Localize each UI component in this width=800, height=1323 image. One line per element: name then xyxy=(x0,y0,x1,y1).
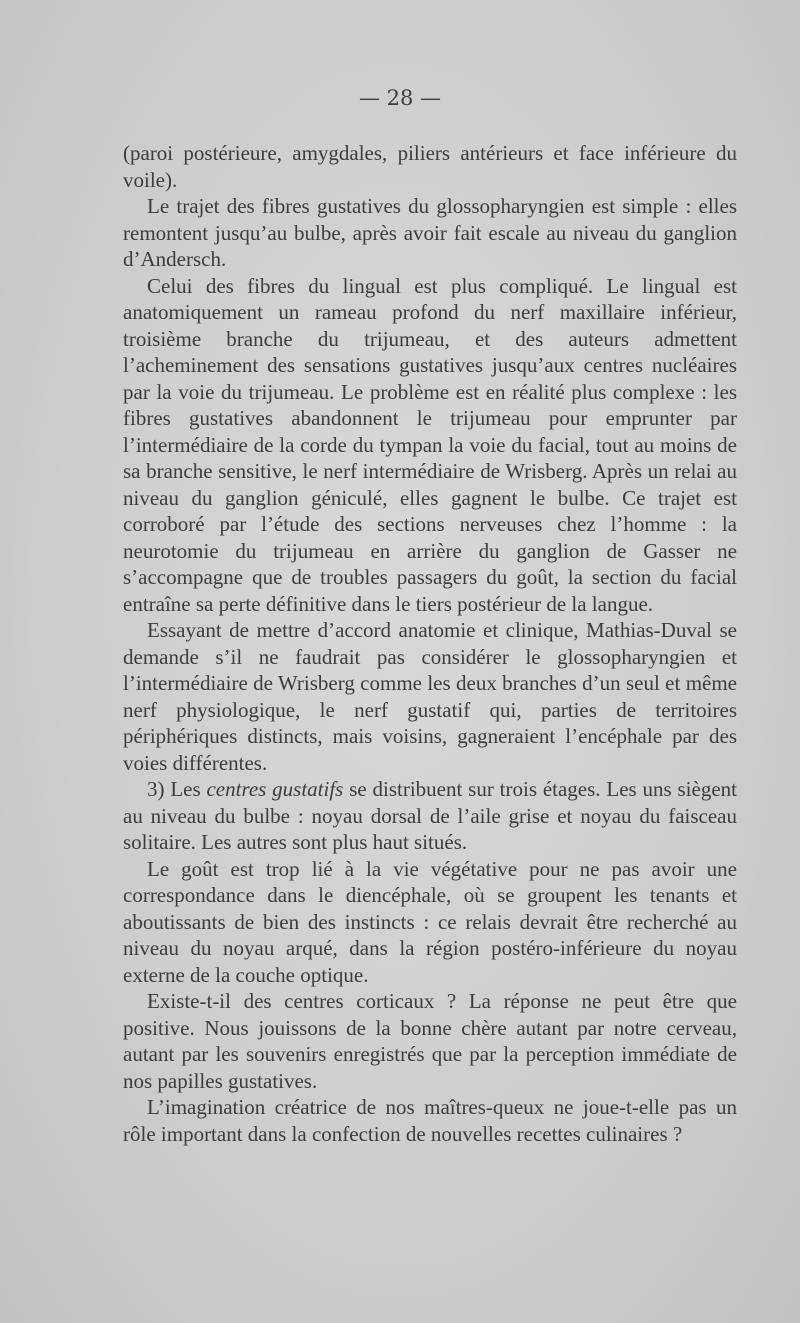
paragraph-cortical-centres: Existe-t-il des centres corticaux ? La réponse ne peut être que positive. Nous jouissons de la bonne chère autant par notre cerveau, autant par les souvenirs enregistrés que par la perception immédiate de nos papilles gustatives. xyxy=(123,989,737,1093)
paragraph-suffix: se distribuent sur trois étages. Les uns siègent au niveau du bulbe : noyau dorsal de l’aile grise et noyau du faisceau solitaire. Les autres sont plus haut situés. xyxy=(123,777,737,854)
paragraph-continuation: (paroi postérieure, amygdales, piliers antérieurs et face inférieure du voile). xyxy=(123,141,737,192)
emphasis-centres-gustatifs: centres gustatifs xyxy=(206,777,344,801)
page-number: — 28 — xyxy=(358,86,442,110)
paragraph-prefix: 3) Les xyxy=(147,777,207,801)
paragraph-gustatory-centres xyxy=(123,776,737,856)
body-text xyxy=(123,140,737,1147)
paragraph-glossopharyngeal-path: Le trajet des fibres gustatives du glossopharyngien est simple : elles remontent jusqu’au bulbe, après avoir fait escale au niveau du ganglion d’Andersch. xyxy=(123,194,737,271)
paragraph-diencephalon: Le goût est trop lié à la vie végétative pour ne pas avoir une correspondance dans le diencéphale, où se groupent les tenants et aboutissants de bien des instincts : ce relais devrait être recherché au niveau du noyau arqué, dans la région postéro-inférieure du noyau externe de la couche optique. xyxy=(123,856,737,987)
paragraph-imagination: L’imagination créatrice de nos maîtres-queux ne joue-t-elle pas un rôle important dans la confection de nouvelles recettes culinaires ? xyxy=(123,1095,737,1146)
paragraph-mathias-duval: Essayant de mettre d’accord anatomie et clinique, Mathias-Duval se demande s’il ne faudrait pas considérer le glossopharyngien et l’intermédiaire de Wrisberg comme les deux branches d’un seul et même nerf physiologique, le nerf gustatif qui, parties de territoires périphériques distincts, mais voisins, gagneraient l’encéphale par des voies différentes. xyxy=(123,618,737,775)
paragraph-lingual-path: Celui des fibres du lingual est plus compliqué. Le lingual est anatomiquement un rameau profond du nerf maxillaire inférieur, troisième branche du trijumeau, et des auteurs admettent l’acheminement des sensations gustatives jusqu’aux centres nucléaires par la voie du trijumeau. Le problème est en réalité plus complexe : les fibres gustatives abandonnent le trijumeau pour emprunter par l’intermédiaire de la corde du tympan la voie du facial, tout au moins de sa branche sensitive, le nerf intermédiaire de Wrisberg. Après un relai au niveau du ganglion géniculé, elles gagnent le bulbe. Ce trajet est corroboré par l’étude des sections nerveuses chez l’homme : la neurotomie du trijumeau en arrière du ganglion de Gasser ne s’accompagne que de troubles passagers du goût, la section du facial entraîne sa perte définitive dans le tiers postérieur de la langue. xyxy=(123,273,737,616)
